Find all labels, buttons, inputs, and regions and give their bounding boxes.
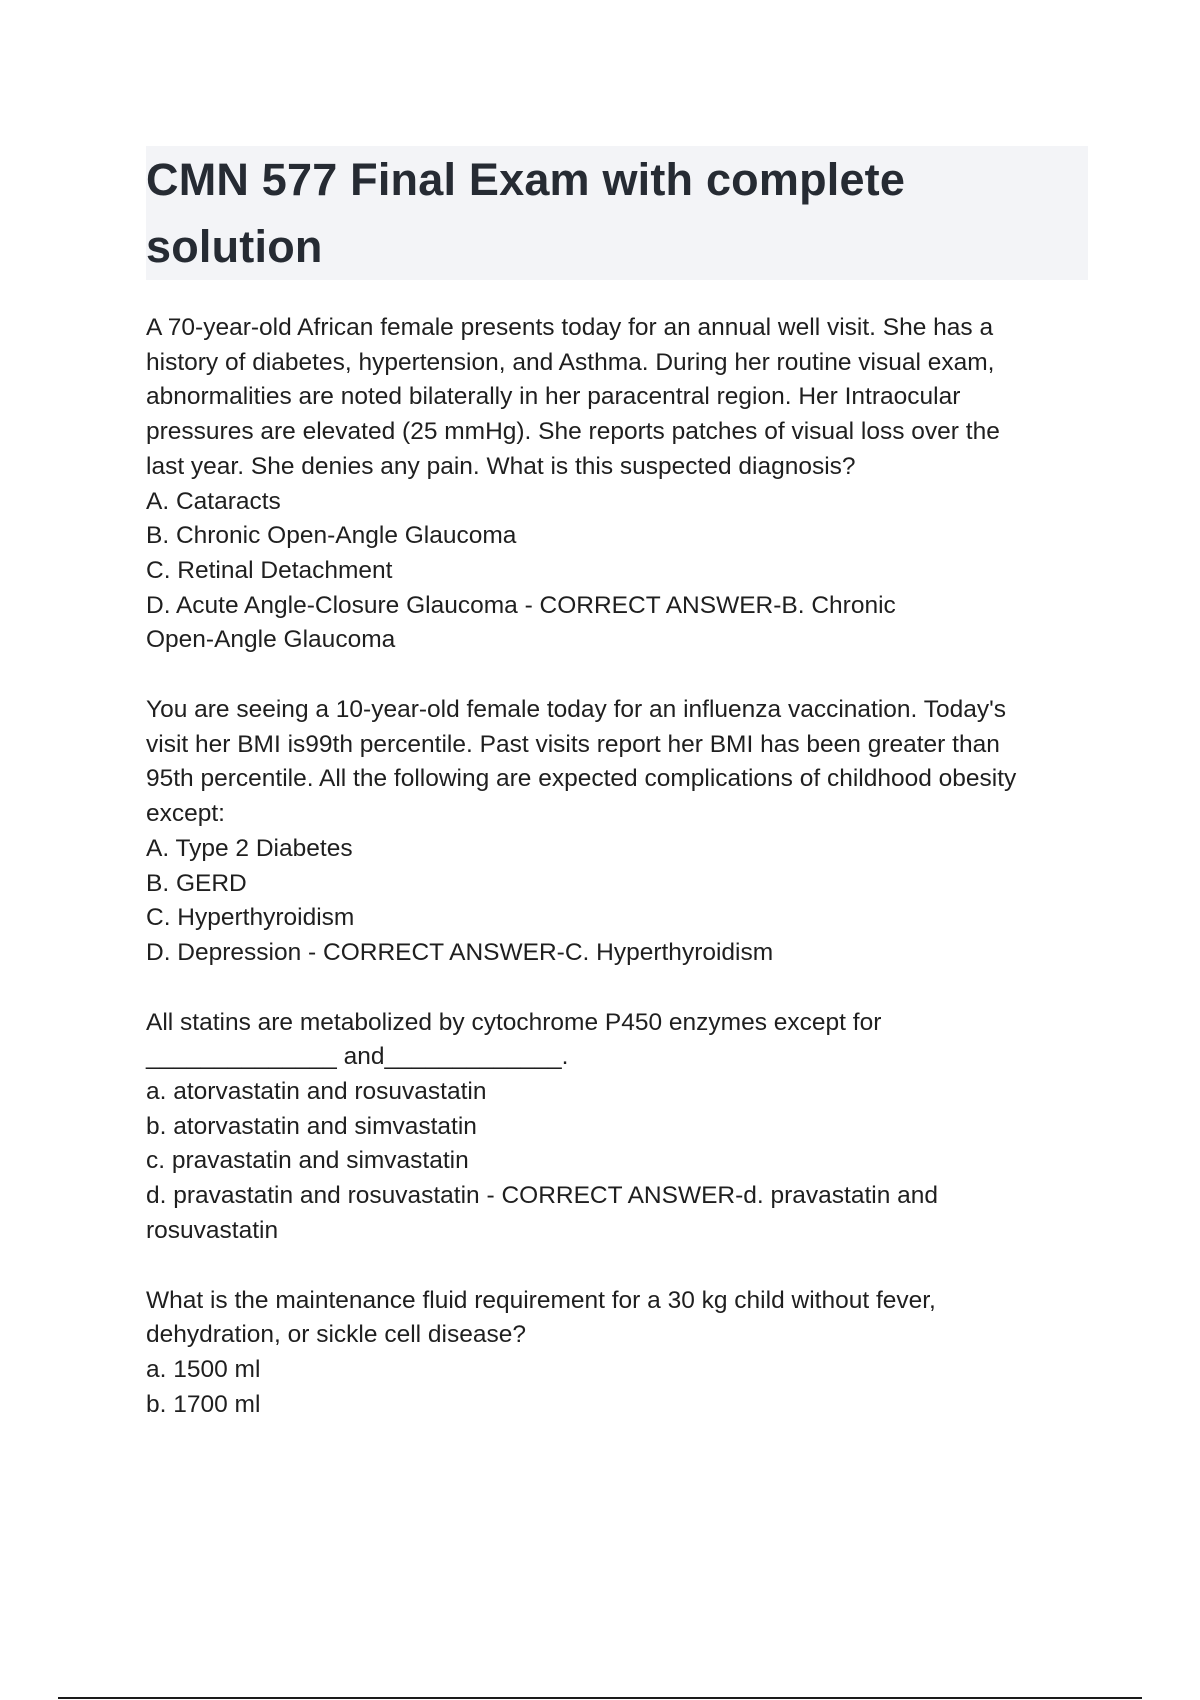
question-block [146,693,1088,971]
exam-content [146,311,1088,1457]
question-text-line: All statins are metabolized by cytochrome P450 enzymes except for [146,1008,882,1036]
question-text-line: history of diabetes, hypertension, and Asthma. During her routine visual exam, [146,348,995,376]
question-text-line: A 70-year-old African female presents today for an annual well visit. She has a [146,314,994,341]
question-block [146,311,1088,658]
title-block [146,146,1088,280]
question-block [146,1006,1088,1249]
answer-option-with-correct-answer: D. Depression - CORRECT ANSWER-C. Hyperthyroidism [146,938,774,966]
question-text-line: What is the maintenance fluid requirement for a 30 kg child without fever, [146,1286,936,1314]
question-text-line: visit her BMI is99th percentile. Past visits report her BMI has been greater than [146,730,1000,758]
question-blank-line: ______________ and_____________. [146,1043,569,1071]
question-text-line: except: [146,800,225,828]
question-text-line: 95th percentile. All the following are expected complications of childhood obesity [146,765,1017,793]
question-text-line: pressures are elevated (25 mmHg). She reports patches of visual loss over the [146,418,1000,446]
answer-option: A. Type 2 Diabetes [146,834,353,862]
answer-option: C. Retinal Detachment [146,556,393,584]
answer-option: B. GERD [146,869,247,897]
page-title: CMN 577 Final Exam with complete solution [146,154,906,272]
page-bottom-divider [58,1697,1142,1699]
answer-option: a. 1500 ml [146,1355,261,1383]
answer-option: C. Hyperthyroidism [146,904,355,932]
correct-answer-continuation: rosuvastatin [146,1216,279,1244]
answer-option: b. 1700 ml [146,1390,261,1418]
answer-option: a. atorvastatin and rosuvastatin [146,1078,487,1106]
answer-option-with-correct-answer: D. Acute Angle-Closure Glaucoma - CORRECT ANSWER-B. Chronic [146,591,896,619]
answer-option: b. atorvastatin and simvastatin [146,1112,477,1140]
question-text-line: You are seeing a 10-year-old female today for an influenza vaccination. Today's [146,696,1007,724]
correct-answer-continuation: Open-Angle Glaucoma [146,626,396,654]
answer-option: A. Cataracts [146,487,281,515]
answer-option: c. pravastatin and simvastatin [146,1147,469,1175]
question-text-line: abnormalities are noted bilaterally in her paracentral region. Her Intraocular [146,383,961,411]
answer-option: B. Chronic Open-Angle Glaucoma [146,522,517,550]
question-text-line: dehydration, or sickle cell disease? [146,1321,526,1349]
question-text-line: last year. She denies any pain. What is this suspected diagnosis? [146,452,856,480]
question-block [146,1284,1088,1423]
answer-option-with-correct-answer: d. pravastatin and rosuvastatin - CORRECT ANSWER-d. pravastatin and [146,1182,939,1210]
